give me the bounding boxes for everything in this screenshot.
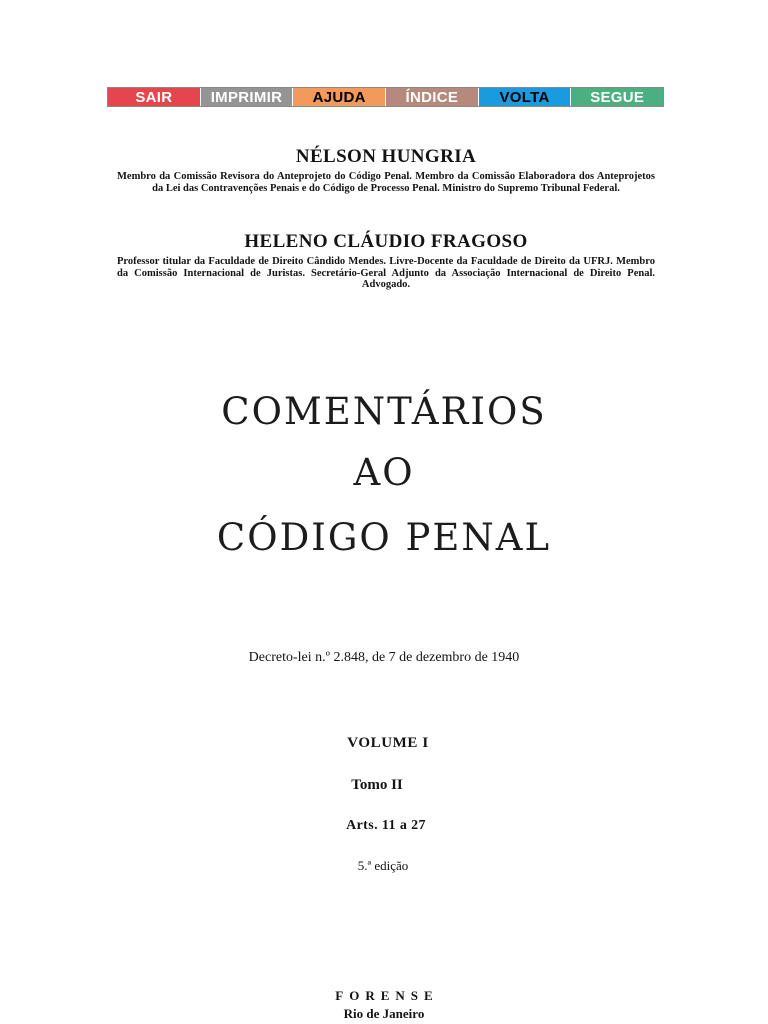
articles-range: Arts. 11 a 27 <box>346 818 426 833</box>
publisher-name: FORENSE <box>335 988 439 1003</box>
ajuda-button[interactable]: AJUDA <box>293 88 386 106</box>
decree-reference: Decreto-lei n.º 2.848, de 7 de dezembro de 1940 <box>248 650 520 665</box>
author-block-hungria <box>117 146 655 194</box>
navigation-toolbar <box>107 87 664 107</box>
author-bio: Professor titular da Faculdade de Direito Cândido Mendes. Livre-Docente da Faculdade de Direito da UFRJ. Membro da Comissão Internacional de Juristas. Secretário-Geral Adjunto da Associação Internacional de Direito Penal. Advogado. <box>117 256 655 290</box>
indice-button[interactable]: ÍNDICE <box>386 88 479 106</box>
segue-button[interactable]: SEGUE <box>571 88 663 106</box>
volta-button[interactable]: VOLTA <box>479 88 572 106</box>
book-title-line-3: CÓDIGO PENAL <box>216 516 552 559</box>
edition-label: 5.ª edição <box>357 858 409 873</box>
author-name: NÉLSON HUNGRIA <box>295 146 477 167</box>
sair-button[interactable]: SAIR <box>108 88 201 106</box>
publisher-city: Rio de Janeiro <box>343 1006 425 1021</box>
author-name: HELENO CLÁUDIO FRAGOSO <box>244 231 528 252</box>
book-title-line-2: AO <box>353 451 415 494</box>
volume-label: VOLUME I <box>347 735 429 751</box>
book-title-line-1: COMENTÁRIOS <box>221 390 547 433</box>
author-bio: Membro da Comissão Revisora do Anteprojeto do Código Penal. Membro da Comissão Elaboradora dos Anteprojetos da Lei das Contravenções Penais e do Código de Processo Penal. Ministro do Supremo Tribunal Federal. <box>117 171 655 194</box>
imprimir-button[interactable]: IMPRIMIR <box>201 88 294 106</box>
author-block-fragoso <box>117 231 655 291</box>
tomo-label: Tomo II <box>351 777 403 793</box>
